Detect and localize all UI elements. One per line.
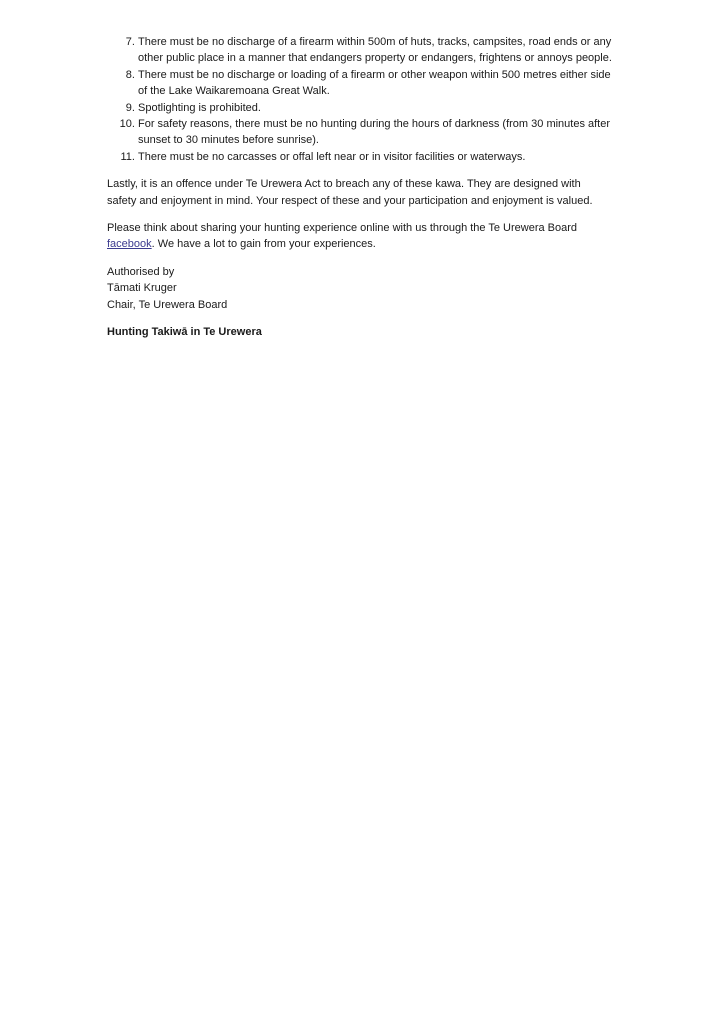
signatory-title: Chair, Te Urewera Board xyxy=(107,298,228,311)
list-item: 9. Spotlighting is prohibited. xyxy=(138,100,612,116)
signatory-name: Tāmati Kruger xyxy=(107,282,177,295)
facebook-link[interactable]: facebook xyxy=(107,238,152,251)
authorised-by-label: Authorised by xyxy=(107,265,175,278)
list-item: 8. There must be no discharge or loading of a firearm or other weapon within 500 metres either side of the Lake Waikaremoana Great Walk. xyxy=(138,67,612,100)
list-item: 7. There must be no discharge of a firearm within 500m of huts, tracks, campsites, road ends or any other public place in a manner that endangers property or endangers, frightens or annoys people. xyxy=(138,34,612,67)
section-heading: Hunting Takiwā in Te Urewera xyxy=(107,326,262,339)
share-text-before: Please think about sharing your hunting experience online with us through the Te Urewera Board xyxy=(107,222,578,235)
list-item: 10. For safety reasons, there must be no hunting during the hours of darkness (from 30 minutes after sunset to 30 minutes before sunrise). xyxy=(138,116,612,149)
kawa-list xyxy=(107,34,612,165)
list-item: 11. There must be no carcasses or offal left near or in visitor facilities or waterways. xyxy=(138,149,612,165)
document-page xyxy=(107,34,612,341)
share-text-after: . We have a lot to gain from your experiences. xyxy=(151,238,376,251)
offence-paragraph: Lastly, it is an offence under Te Urewera Act to breach any of these kawa. They are designed with safety and enjoyment in mind. Your respect of these and your participation and enjoyment is valued. xyxy=(107,178,593,207)
share-paragraph xyxy=(107,220,612,253)
signature-block xyxy=(107,264,612,313)
